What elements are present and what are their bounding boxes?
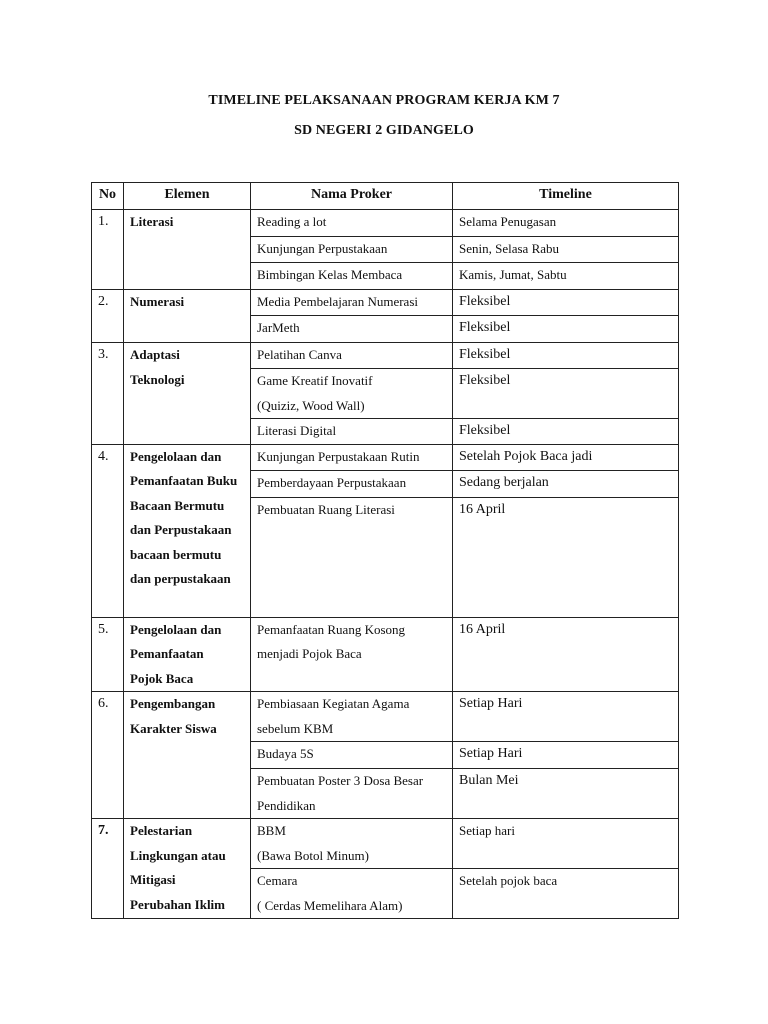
table-row [92, 290, 679, 316]
cell-timeline: Fleksibel [453, 343, 679, 369]
cell-proker [251, 769, 453, 819]
elemen-line: Pengelolaan dan [130, 621, 222, 637]
cell-timeline: Fleksibel [453, 290, 679, 316]
cell-timeline: Senin, Selasa Rabu [453, 237, 679, 263]
elemen-line: dan perpustakaan [130, 571, 231, 586]
cell-elemen [124, 290, 251, 343]
cell-no: 4. [92, 444, 124, 617]
elemen-line: Perubahan Iklim [130, 896, 225, 912]
header-nama-proker: Nama Proker [251, 183, 453, 210]
table-row [92, 692, 679, 742]
elemen-line: Pemanfaatan [130, 646, 204, 661]
elemen-line: Pojok Baca [130, 670, 194, 686]
cell-no: 7. [92, 819, 124, 919]
cell-proker [251, 470, 453, 497]
table-header-row [92, 183, 679, 210]
proker-line: Pembuatan Ruang Literasi [257, 501, 395, 517]
elemen-line: Karakter Siswa [130, 720, 217, 736]
cell-proker [251, 692, 453, 742]
cell-no: 5. [92, 617, 124, 692]
proker-line: menjadi Pojok Baca [257, 646, 362, 661]
elemen-line: Pengelolaan dan [130, 448, 222, 464]
cell-no: 6. [92, 692, 124, 819]
cell-proker [251, 444, 453, 470]
cell-no: 1. [92, 210, 124, 290]
cell-timeline: Setelah pojok baca [453, 869, 679, 919]
elemen-line: Mitigasi [130, 872, 176, 887]
cell-proker [251, 617, 453, 692]
cell-timeline: 16 April [453, 497, 679, 617]
elemen-line: Pemanfaatan Buku [130, 473, 238, 488]
cell-elemen [124, 692, 251, 819]
cell-timeline: Fleksibel [453, 419, 679, 445]
proker-line: Bimbingan Kelas Membaca [257, 267, 403, 282]
table-row [92, 617, 679, 692]
proker-line: Pendidikan [257, 797, 316, 813]
cell-proker [251, 210, 453, 237]
proker-line: Media Pembelajaran Numerasi [257, 294, 418, 309]
cell-proker [251, 819, 453, 869]
elemen-line: Numerasi [130, 294, 185, 309]
elemen-line: Teknologi [130, 371, 185, 387]
proker-line: Kunjungan Perpustakaan Rutin [257, 448, 420, 464]
document-title: TIMELINE PELAKSANAAN PROGRAM KERJA KM 7 [208, 93, 560, 108]
elemen-line: Adaptasi [130, 347, 180, 362]
cell-proker [251, 419, 453, 445]
elemen-line: Lingkungan atau [130, 847, 226, 863]
proker-line: (Bawa Botol Minum) [257, 847, 369, 863]
header-no: No [92, 183, 124, 210]
cell-proker [251, 369, 453, 419]
elemen-line: bacaan bermutu [130, 546, 222, 562]
proker-line: Kunjungan Perpustakaan [257, 241, 388, 256]
cell-timeline: Kamis, Jumat, Sabtu [453, 263, 679, 290]
elemen-line: Pengembangan [130, 696, 216, 711]
elemen-line: dan Perpustakaan [130, 522, 232, 537]
cell-timeline: Sedang berjalan [453, 470, 679, 497]
proker-line: (Quiziz, Wood Wall) [257, 397, 365, 413]
table-row [92, 343, 679, 369]
cell-elemen [124, 617, 251, 692]
cell-proker [251, 290, 453, 316]
document-subtitle: SD NEGERI 2 GIDANGELO [294, 123, 474, 138]
cell-proker [251, 869, 453, 919]
cell-proker [251, 263, 453, 290]
table-row [92, 444, 679, 470]
proker-line: Pembuatan Poster 3 Dosa Besar [257, 773, 424, 788]
table-row [92, 210, 679, 237]
proker-line: sebelum KBM [257, 720, 334, 736]
proker-line: Pemanfaatan Ruang Kosong [257, 621, 406, 637]
cell-timeline: Setiap Hari [453, 692, 679, 742]
cell-timeline: 16 April [453, 617, 679, 692]
proker-line: ( Cerdas Memelihara Alam) [257, 897, 403, 913]
proker-line: BBM [257, 823, 286, 838]
cell-timeline: Setiap Hari [453, 742, 679, 769]
cell-timeline: Fleksibel [453, 369, 679, 419]
proker-line: Pelatihan Canva [257, 347, 342, 362]
proker-line: Pembiasaan Kegiatan Agama [257, 696, 410, 711]
header-timeline: Timeline [453, 183, 679, 210]
elemen-line: Literasi [130, 214, 174, 229]
cell-timeline: Bulan Mei [453, 769, 679, 819]
cell-timeline: Setelah Pojok Baca jadi [453, 444, 679, 470]
proker-line: Literasi Digital [257, 423, 337, 438]
proker-line: Pemberdayaan Perpustakaan [257, 474, 407, 490]
elemen-line: Pelestarian [130, 823, 193, 838]
cell-timeline: Fleksibel [453, 316, 679, 343]
cell-no: 2. [92, 290, 124, 343]
cell-proker [251, 742, 453, 769]
proker-line: Budaya 5S [257, 746, 314, 761]
cell-proker [251, 497, 453, 617]
elemen-line: Bacaan Bermutu [130, 497, 225, 513]
cell-timeline: Setiap hari [453, 819, 679, 869]
proker-line: Game Kreatif Inovatif [257, 373, 373, 388]
header-elemen: Elemen [124, 183, 251, 210]
proker-line: Cemara [257, 873, 298, 888]
cell-elemen [124, 343, 251, 445]
cell-proker [251, 237, 453, 263]
cell-no: 3. [92, 343, 124, 445]
cell-elemen [124, 819, 251, 919]
proker-line: JarMeth [257, 320, 300, 335]
cell-proker [251, 343, 453, 369]
cell-timeline: Selama Penugasan [453, 210, 679, 237]
table-row [92, 819, 679, 869]
timeline-table [91, 182, 679, 919]
cell-proker [251, 316, 453, 343]
cell-elemen [124, 444, 251, 617]
proker-line: Reading a lot [257, 214, 327, 229]
cell-elemen [124, 210, 251, 290]
